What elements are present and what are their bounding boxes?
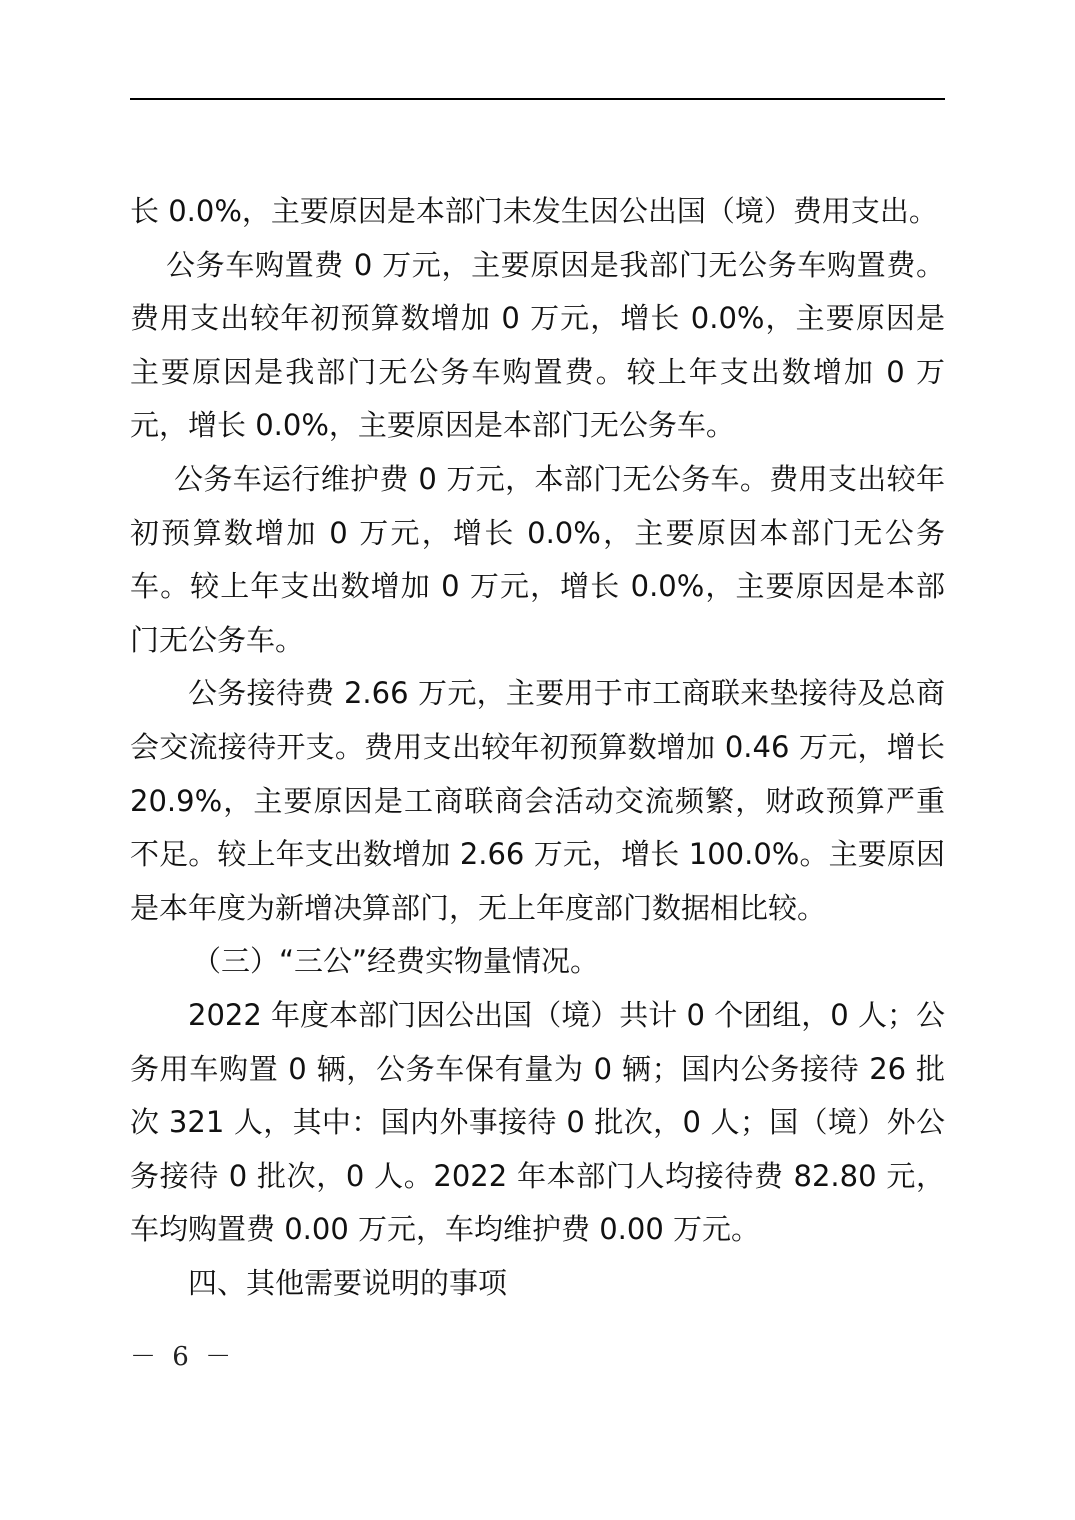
paragraph-vehicle-purchase: 公务车购置费 0 万元，主要原因是我部门无公务车购置费。费用支出较年初预算数增加 0 万元，增长 0.0%，主要原因是主要原因是我部门无公务车购置费。较上年支出数增加 0 万元，增长 0.0%，主要原因是本部门无公务车。 (130, 247, 945, 443)
paragraph-physical-quantities: 2022 年度本部门因公出国（境）共计 0 个团组，0 人；公务用车购置 0 辆，公务车保有量为 0 辆；国内公务接待 26 批次 321 人，其中：国内外事接待 0 批次，0 人；国（境）外公务接待 0 批次，0 人。2022 年本部门人均接待费 82.80 元，车均购置费 0.00 万元，车均维护费 0.00 万元。 (130, 997, 945, 1247)
section-heading-other-matters: 四、其他需要说明的事项 (188, 1265, 508, 1300)
paragraph-vehicle-maintenance: 公务车运行维护费 0 万元，本部门无公务车。费用支出较年初预算数增加 0 万元，增长 0.0%，主要原因本部门无公务车。较上年支出数增加 0 万元，增长 0.0%，主要原因是本部门无公务车。 (130, 461, 945, 657)
paragraph-reception-expense: 公务接待费 2.66 万元，主要用于市工商联来垫接待及总商会交流接待开支。费用支出较年初预算数增加 0.46 万元，增长 20.9%，主要原因是工商联商会活动交流频繁，财政预算严重不足。较上年支出数增加 2.66 万元，增长 100.0%。主要原因是本年度为新增决算部门，无上年度部门数据相比较。 (130, 676, 945, 925)
page-number: － 6 － (130, 1342, 236, 1372)
section-heading-physical-quantities: （三）“三公”经费实物量情况。 (192, 944, 600, 979)
paragraph-overseas-travel-continued: 长 0.0%，主要原因是本部门未发生因公出国（境）费用支出。 (130, 194, 938, 228)
header-rule (130, 98, 945, 100)
document-body (130, 185, 945, 1310)
